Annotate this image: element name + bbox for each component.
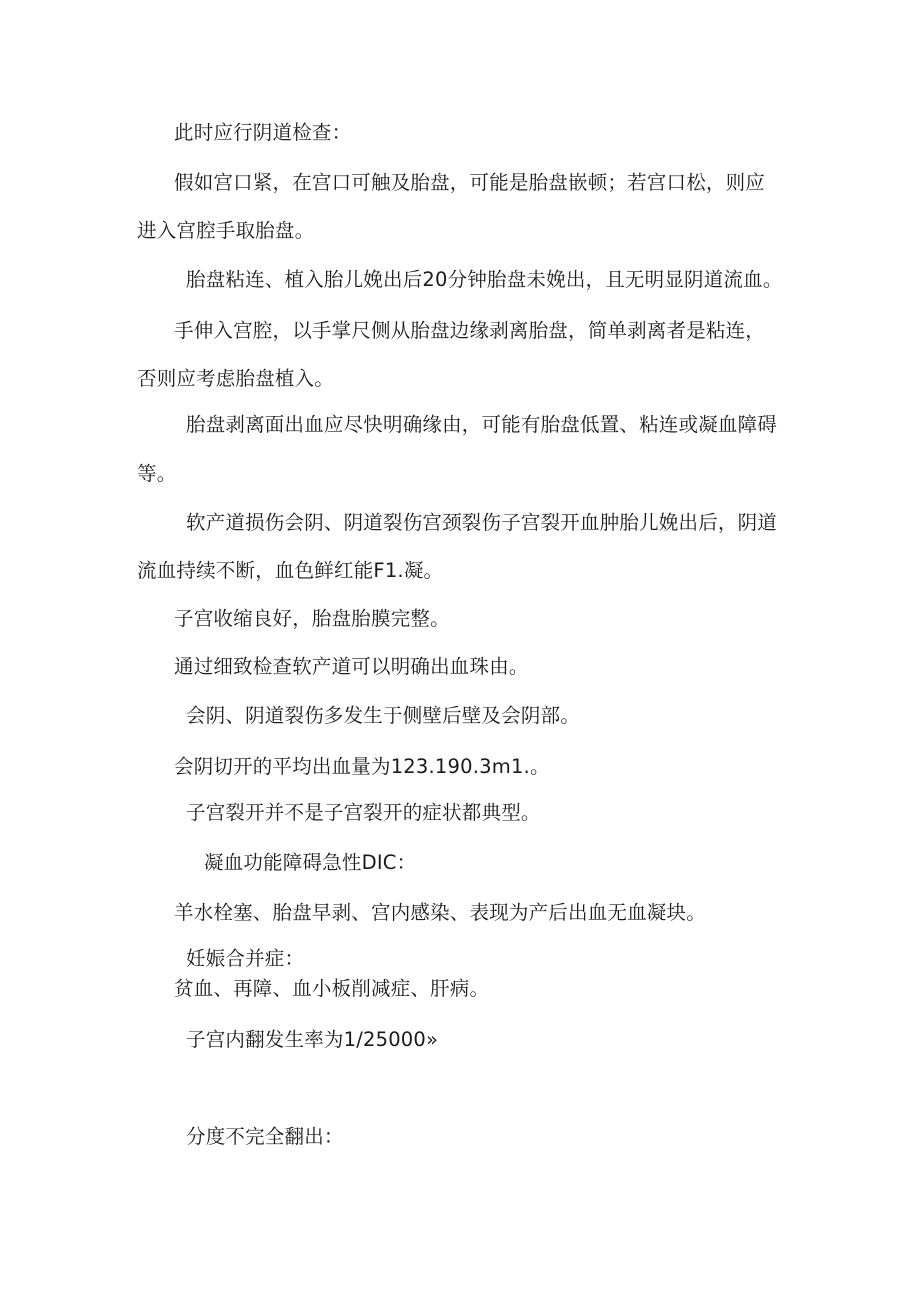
paragraph-line: 子宫收缩良好，胎盘胎膜完整。: [174, 607, 450, 630]
paragraph-line: 等。: [137, 462, 177, 485]
paragraph-line: 会阴切开的平均出血量为123.190.3m1.。: [174, 755, 550, 778]
paragraph-line: 软产道损伤会阴、阴道裂伤宫颈裂伤子宫裂开血肿胎儿娩出后，阴道: [186, 511, 778, 534]
paragraph-line: 假如宫口紧，在宫口可触及胎盘，可能是胎盘嵌顿；若宫口松，则应: [174, 171, 766, 194]
paragraph-line: 通过细致检查软产道可以明确出血珠由。: [174, 655, 529, 678]
paragraph-line: 贫血、再障、血小板削减症、肝病。: [174, 977, 490, 1000]
paragraph-line: 胎盘粘连、植入胎儿娩出后20分钟胎盘未娩出，且无明显阴道流血。: [186, 268, 783, 291]
paragraph-line: 此时应行阴道检查：: [174, 121, 352, 144]
paragraph-line: 会阴、阴道裂伤多发生于侧壁后壁及会阴部。: [186, 704, 581, 727]
paragraph-line: 进入宫腔手取胎盘。: [137, 219, 315, 242]
paragraph-line: 分度不完全翻出：: [186, 1125, 344, 1148]
paragraph-line: 凝血功能障碍急性DIC：: [204, 851, 417, 874]
paragraph-line: 手伸入宫腔，以手掌尺侧从胎盘边缘剥离胎盘，简单剥离者是粘连，: [174, 319, 766, 342]
paragraph-line: 子宫裂开并不是子宫裂开的症状都典型。: [186, 801, 541, 824]
paragraph-line: 妊娠合并症：: [186, 947, 305, 970]
paragraph-line: 子宫内翻发生率为1/25000»: [186, 1028, 439, 1051]
paragraph-line: 胎盘剥离面出血应尽快明确缘由，可能有胎盘低置、粘连或凝血障碍: [186, 413, 778, 436]
paragraph-line: 羊水栓塞、胎盘早剥、宫内感染、表现为产后出血无血凝块。: [174, 901, 706, 924]
paragraph-line: 否则应考虑胎盘植入。: [137, 367, 335, 390]
paragraph-line: 流血持续不断，血色鲜红能F1.凝。: [137, 559, 444, 582]
